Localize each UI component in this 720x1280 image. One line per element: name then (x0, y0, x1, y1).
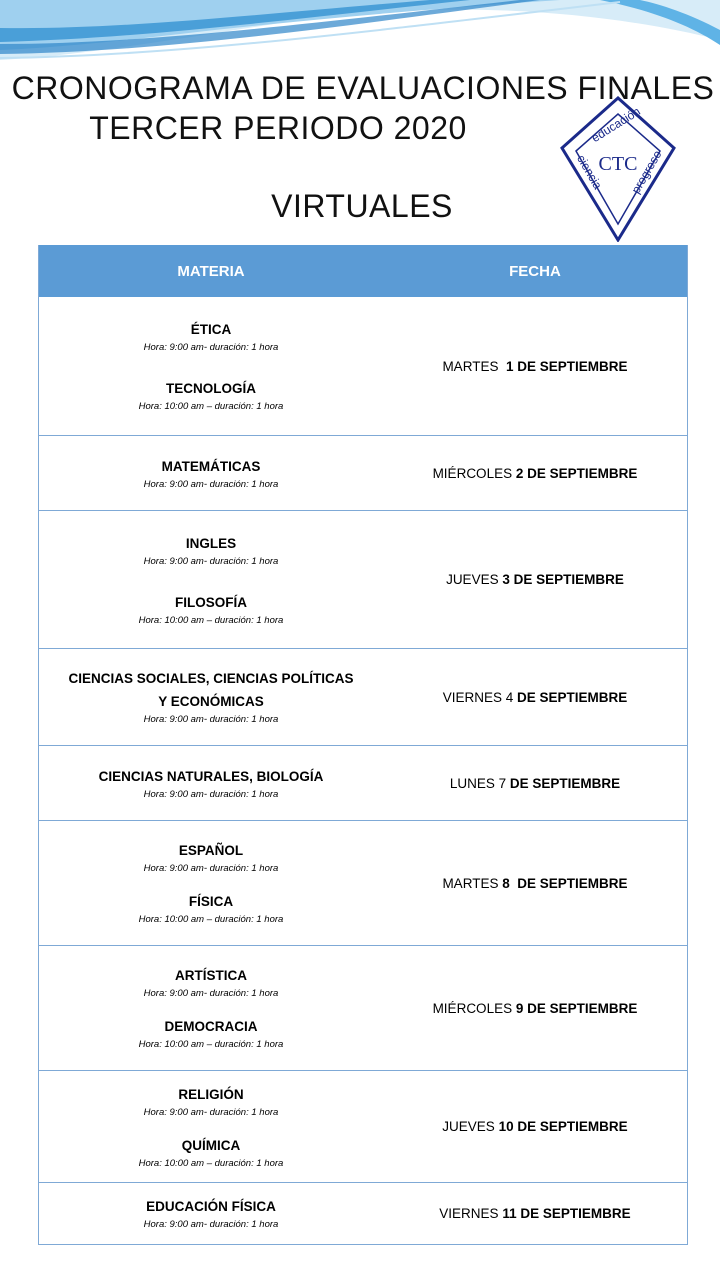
materia-cell (39, 511, 383, 648)
exam-date-bold: 11 DE SEPTIEMBRE (502, 1206, 631, 1221)
subject-name: DEMOCRACIA (164, 1019, 258, 1034)
subject-time: Hora: 10:00 am – duración: 1 hora (138, 1157, 284, 1169)
logo-text-top: educación (588, 104, 643, 146)
fecha-cell (383, 436, 687, 510)
exam-weekday: MIÉRCOLES (432, 465, 516, 481)
exam-date-bold: 8 DE SEPTIEMBRE (502, 875, 628, 891)
table-row (39, 1070, 687, 1182)
exam-weekday: MARTES (442, 875, 503, 891)
materia-cell (39, 821, 383, 945)
exam-weekday: MARTES (442, 358, 506, 374)
subject-time: Hora: 10:00 am – duración: 1 hora (138, 401, 284, 412)
header-wave-decoration (0, 0, 720, 70)
subject-name: FÍSICA (188, 894, 234, 909)
subject-time: Hora: 9:00 am- duración: 1 hora (143, 788, 279, 800)
subject-time: Hora: 9:00 am- duración: 1 hora (143, 1219, 279, 1230)
fecha-cell (383, 746, 687, 820)
logo-monogram: CTC (598, 153, 638, 175)
logo-text-left: ciencia (574, 152, 605, 192)
exam-date-bold: 1 DE SEPTIEMBRE (505, 358, 628, 374)
exam-date-bold: 2 DE SEPTIEMBRE (515, 465, 638, 481)
subject-name: MATEMÁTICAS (161, 458, 261, 474)
table-body (39, 297, 687, 1244)
page-subtitle: VIRTUALES (271, 188, 453, 224)
exam-date (433, 1001, 638, 1016)
fecha-cell (383, 511, 687, 648)
exam-date (446, 572, 624, 587)
page-title-line1: CRONOGRAMA DE EVALUACIONES FINALES (11, 70, 715, 106)
exam-date (450, 776, 620, 791)
exam-weekday: VIERNES (439, 1206, 503, 1221)
subject-time: Hora: 9:00 am- duración: 1 hora (143, 342, 279, 353)
subject-name: CIENCIAS NATURALES, BIOLOGÍA (98, 768, 324, 784)
subject-name: FILOSOFÍA (174, 594, 247, 610)
materia-cell (39, 1183, 383, 1244)
subject-name: EDUCACIÓN FÍSICA (146, 1199, 276, 1214)
exam-date (443, 690, 628, 705)
table-row (39, 745, 687, 820)
materia-cell (39, 1071, 383, 1182)
exam-weekday: LUNES 7 (449, 775, 510, 791)
exam-date-bold: 9 DE SEPTIEMBRE (515, 1000, 638, 1016)
exam-weekday: VIERNES 4 (442, 689, 517, 705)
exam-weekday: MIÉRCOLES (432, 1000, 516, 1016)
exam-date-bold: 3 DE SEPTIEMBRE (502, 572, 624, 587)
table-row (39, 820, 687, 945)
materia-cell (39, 946, 383, 1070)
table-row (39, 297, 687, 435)
fecha-cell (383, 1183, 687, 1244)
exam-date (442, 876, 627, 891)
subject-time: Hora: 10:00 am – duración: 1 hora (138, 914, 284, 925)
exam-date (439, 1206, 630, 1221)
table-row (39, 1182, 687, 1244)
exam-date-bold: 10 DE SEPTIEMBRE (498, 1119, 628, 1134)
fecha-cell (383, 1071, 687, 1182)
subject-time: Hora: 9:00 am- duración: 1 hora (143, 1106, 279, 1118)
exam-date-bold: DE SEPTIEMBRE (516, 689, 628, 705)
table-row (39, 648, 687, 745)
subject-name: TECNOLOGÍA (165, 381, 256, 396)
table-row (39, 945, 687, 1070)
subject-time: Hora: 9:00 am- duración: 1 hora (143, 555, 279, 567)
subject-time: Hora: 9:00 am- duración: 1 hora (143, 478, 279, 490)
table-row (39, 435, 687, 510)
fecha-cell (383, 649, 687, 745)
fecha-cell (383, 821, 687, 945)
exam-date (433, 466, 638, 481)
fecha-cell (383, 297, 687, 435)
table-header (39, 245, 687, 297)
materia-cell (39, 436, 383, 510)
subject-name: ESPAÑOL (178, 843, 244, 858)
exam-date-bold: DE SEPTIEMBRE (509, 775, 621, 791)
exam-weekday: JUEVES (446, 572, 503, 587)
subject-name: ÉTICA (190, 322, 232, 337)
subject-time: Hora: 9:00 am- duración: 1 hora (143, 988, 279, 999)
page-title-line2: TERCER PERIODO 2020 (89, 110, 467, 146)
column-header-fecha: FECHA (509, 262, 561, 280)
subject-name: RELIGIÓN (178, 1086, 244, 1102)
subject-time: Hora: 9:00 am- duración: 1 hora (143, 714, 279, 725)
subject-time: Hora: 9:00 am- duración: 1 hora (143, 863, 279, 874)
exam-date (442, 359, 627, 374)
exam-date (442, 1119, 627, 1134)
exam-weekday: JUEVES (442, 1119, 499, 1134)
subject-time: Hora: 10:00 am – duración: 1 hora (138, 1039, 284, 1050)
column-header-materia: MATERIA (177, 262, 245, 280)
exam-schedule-table (38, 245, 688, 1245)
subject-name: QUÍMICA (181, 1137, 241, 1153)
table-row (39, 510, 687, 648)
subject-time: Hora: 10:00 am – duración: 1 hora (138, 614, 284, 626)
ctc-diamond-logo (556, 96, 678, 242)
logo-text-right: progreso (628, 147, 665, 197)
materia-cell (39, 746, 383, 820)
subject-name: CIENCIAS SOCIALES, CIENCIAS POLÍTICAS Y ECONÓMICAS (68, 671, 354, 709)
materia-cell (39, 297, 383, 435)
fecha-cell (383, 946, 687, 1070)
materia-cell (39, 649, 383, 745)
subject-name: INGLES (185, 535, 237, 551)
subject-name: ARTÍSTICA (174, 968, 247, 983)
